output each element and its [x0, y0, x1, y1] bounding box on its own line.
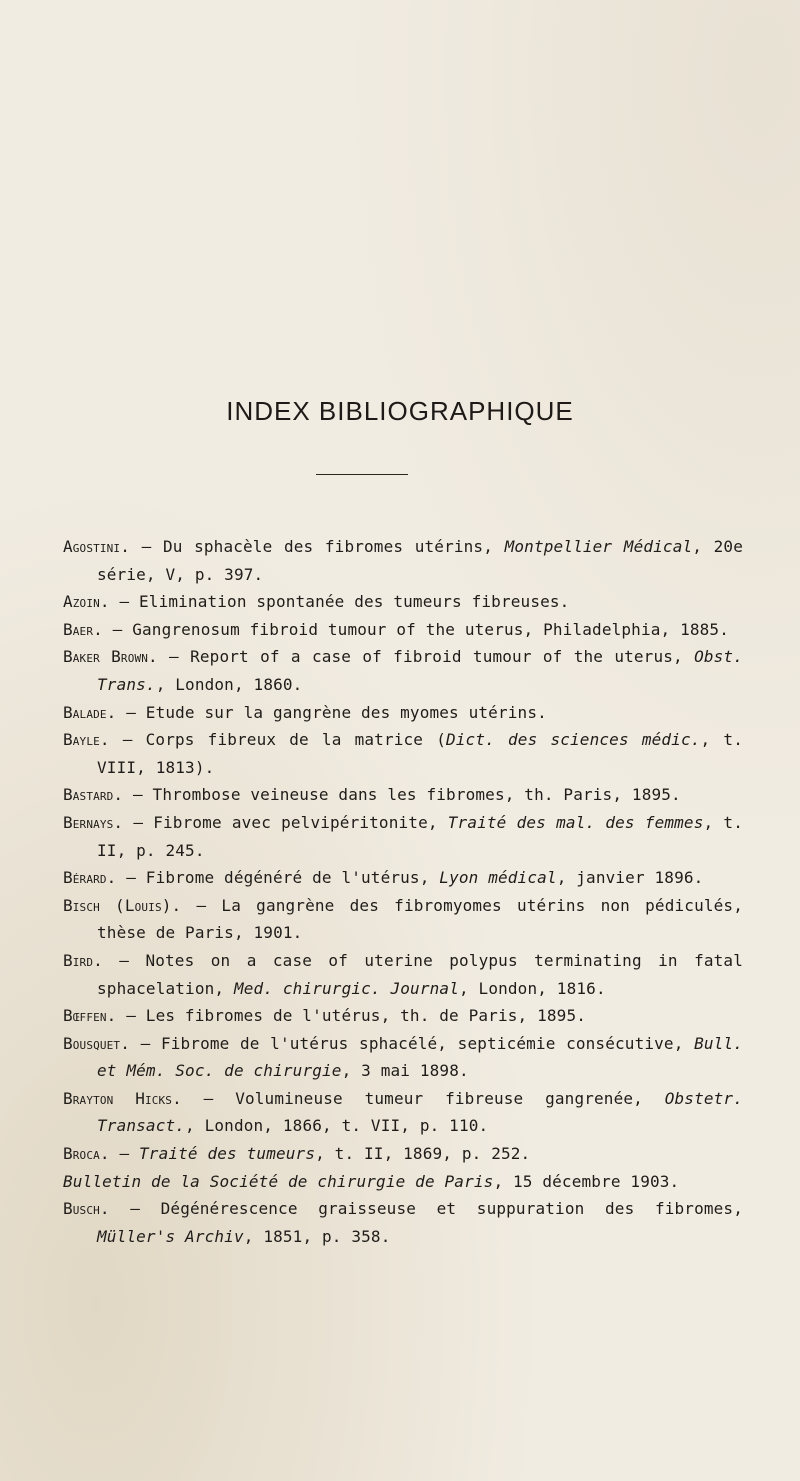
bibliography-entry	[63, 699, 743, 727]
entry-details: , London, 1816.	[458, 978, 606, 998]
entry-text: — Fibrome de l'utérus sphacélé, septicémie consécutive,	[129, 1033, 695, 1053]
bibliography-entry	[63, 1002, 743, 1030]
bibliography-entry	[63, 1030, 743, 1085]
entry-author: Bœffen.	[63, 1006, 117, 1026]
bibliography-entry	[63, 616, 743, 644]
entry-source: Traité des tumeurs	[139, 1144, 316, 1164]
entry-author: Azoin.	[63, 592, 110, 612]
entry-source: Bulletin de la Société de chirurgie de Paris	[63, 1171, 494, 1191]
entry-text: — Fibrome dégénéré de l'utérus,	[116, 868, 440, 888]
entry-text: — Fibrome avec pelvipéritonite,	[123, 812, 448, 832]
entry-source: Bull. et Mém. Soc. de chirurgie	[97, 1033, 743, 1081]
bibliography-entry	[63, 1140, 743, 1168]
entry-text: — Thrombose veineuse dans les fibromes, th. Paris, 1895.	[123, 785, 681, 805]
entry-details: , janvier 1896.	[556, 868, 704, 888]
entry-author: Broca.	[63, 1144, 110, 1164]
entry-details: , London, 1866, t. VII, p. 110.	[185, 1116, 489, 1136]
entry-author: Brayton Hicks.	[63, 1088, 182, 1108]
entry-text: — Gangrenosum fibroid tumour of the uterus, Philadelphia, 1885.	[102, 619, 729, 639]
entry-author: Bérard.	[63, 868, 117, 888]
entry-author: Baer.	[63, 619, 103, 639]
entry-text: — Les fibromes de l'utérus, th. de Paris, 1895.	[116, 1006, 587, 1026]
entry-text: —	[109, 1144, 140, 1164]
entry-details: , 15 décembre 1903.	[493, 1171, 680, 1191]
entry-details: , t. VIII, 1813).	[97, 730, 743, 777]
entry-author: Bernays.	[63, 812, 124, 832]
entry-text: — La gangrène des fibromyomes utérins non pédiculés, thèse de Paris, 1901.	[97, 895, 743, 943]
entry-source: Traité des mal. des femmes	[447, 812, 704, 832]
entry-text: — Etude sur la gangrène des myomes utérins.	[116, 702, 547, 722]
bibliography-entry	[63, 809, 743, 864]
entry-details: , 3 mai 1898.	[341, 1061, 469, 1081]
bibliography-entry	[63, 1085, 743, 1140]
bibliography-entry	[63, 864, 743, 892]
entry-source: Montpellier Médical	[504, 537, 693, 556]
entry-author: Busch.	[63, 1199, 110, 1219]
entry-text: — Notes on a case of uterine polypus terminating in fatal sphacelation,	[97, 950, 743, 998]
page-title: INDEX BIBLIOGRAPHIQUE	[226, 396, 574, 426]
entry-source: Med. chirurgic. Journal	[233, 978, 459, 998]
bibliography-entry	[63, 1168, 743, 1196]
entry-text: — Corps fibreux de la matrice (	[109, 730, 446, 750]
bibliography-entry	[63, 533, 743, 588]
entry-text: — Report of a case of fibroid tumour of the uterus,	[157, 647, 695, 667]
entry-text: — Volumineuse tumeur fibreuse gangrenée,	[181, 1088, 665, 1108]
entry-text: — Elimination spontanée des tumeurs fibreuses.	[109, 592, 570, 612]
bibliography-entry	[63, 588, 743, 616]
entry-details: , London, 1860.	[155, 674, 303, 694]
entry-source: Lyon médical	[439, 868, 557, 888]
entry-source: Müller's Archiv	[97, 1226, 244, 1246]
bibliography-entry	[63, 643, 743, 698]
entry-details: , t. II, p. 245.	[97, 812, 743, 860]
entry-source: Obstetr. Transact.	[97, 1088, 743, 1136]
entry-details: , t. II, 1869, p. 252.	[315, 1144, 531, 1164]
bibliography-entry	[63, 947, 743, 1002]
entry-author: Bird.	[63, 950, 103, 970]
entry-author: Balade.	[63, 702, 117, 722]
bibliography-entry	[63, 726, 743, 781]
title-divider	[316, 474, 408, 475]
bibliography-entry	[63, 892, 743, 947]
entry-text: — Du sphacèle des fibromes utérins,	[129, 537, 505, 556]
entry-author: Bousquet.	[63, 1033, 130, 1053]
entry-source: Obst. Trans.	[97, 647, 743, 694]
entry-details: , 1851, p. 358.	[243, 1226, 391, 1246]
bibliography-entry	[63, 781, 743, 809]
entry-author: Baker Brown.	[63, 647, 158, 667]
bibliography-entry	[63, 1195, 743, 1250]
entry-author: Bisch (Louis).	[63, 895, 182, 915]
entry-text: — Dégénérescence graisseuse et suppuration des fibromes,	[109, 1199, 743, 1219]
entry-author: Agostini.	[63, 537, 130, 556]
entry-author: Bastard.	[63, 785, 124, 805]
entry-author: Bayle.	[63, 730, 110, 750]
entry-details: , 20e série, V, p. 397.	[97, 537, 744, 584]
bibliography-list	[63, 533, 743, 1250]
entry-source: Dict. des sciences médic.	[445, 730, 701, 750]
